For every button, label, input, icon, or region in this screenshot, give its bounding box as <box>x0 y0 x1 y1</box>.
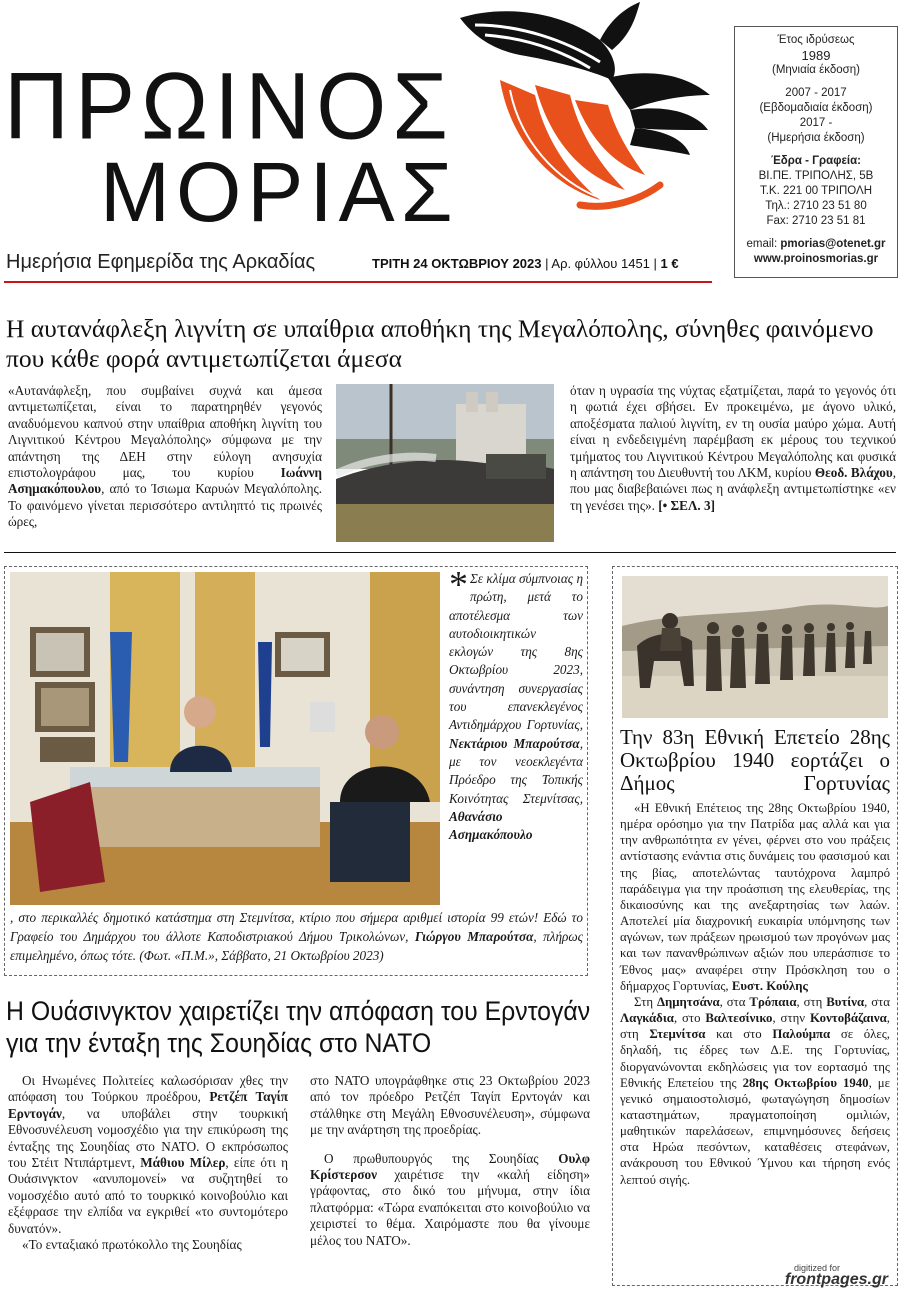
article1-name: Ιωάννη Ασημακόπουλου <box>8 465 322 497</box>
meeting-photo <box>10 572 440 905</box>
article4-name: Ευστ. Κούλης <box>731 978 808 993</box>
article1-text: , που μας διαβεβαιώνει πως η ανάφλεξη αντιμετωπίστηκε «εν τη γενέσει της». <box>570 465 897 513</box>
office-label: Έδρα - Γραφεία: <box>770 155 862 167</box>
dove-logo-icon <box>440 0 720 225</box>
article1-text: , από το Ίσιωμα Καρυών Μεγαλόπολης. Το φαινόμενο γίνεται περισσότερο αντιληπτό τις πρωινές ώρες, <box>8 481 322 530</box>
masthead-subtitle: Ημερήσια Εφημερίδα της Αρκαδίας <box>6 251 316 273</box>
article4-text: Στη <box>634 994 657 1009</box>
caption-text: , με τον νεοεκλεγέντα Πρόεδρο της Τοπικής Κοινότητας Στεμνίτσας, <box>449 735 583 806</box>
caption-star-icon: * <box>449 564 468 606</box>
masthead-title-line1: ΠΡΩΙΝΟΣ <box>4 54 454 160</box>
article1-headline[interactable]: Η αυτανάφλεξη λιγνίτη σε υπαίθρια αποθήκη της Μεγαλόπολης, σύνηθες φαινόμενο που κάθε φορά αντιμετωπίζεται άμεσα <box>6 314 874 374</box>
info-box <box>734 26 898 278</box>
article4-body <box>620 800 890 1188</box>
soldiers-photo <box>622 576 888 718</box>
weekly-label: (Εβδομαδιαία έκδοση) <box>759 102 873 114</box>
article3-text: χαιρέτισε την «καλή είδηση» γράφοντας, στο δικό του μήνυμα, στην ίδια πλατφόρμα: «Τώρα εναπόκειται στο κοινοβούλιο να χειριστεί το θέμα. Χαιρόμαστε που θα γίνουμε μέλος του ΝΑΤΟ». <box>310 1167 590 1248</box>
article3-name: Ουλφ Κρίστερσον <box>310 1150 590 1183</box>
article1-text: «Αυτανάφλεξη, που συμβαίνει συχνά και άμεσα αντιμετωπίζεται, είναι το παρατηρηθέν γεγονός αναδυόμενου καπνού στην υπαίθρια αποθήκη λιγνίτη του Λιγνιτικού Κέντρου Μεγαλόπολης» σύμφωνα με την απάντηση της ΔΕΗ στην εύλογη ανησυχία επιστολογράφου μας, του κυρίου <box>8 383 322 481</box>
article4-place: Βυτίνα <box>826 994 865 1009</box>
masthead-title-line2: ΜΟΡΙΑΣ <box>100 145 459 239</box>
article4-headline[interactable]: Την 83η Εθνική Επετείο 28ης Οκτωβρίου 1940 εορτάζει ο Δήμος Γορτυνίας <box>620 725 890 795</box>
phone: Τηλ.: 2710 23 51 80 <box>765 200 867 212</box>
issue-price: 1 € <box>660 256 679 271</box>
article4-text: , με γενικό σημαιοστολισμό, φωταγώγηση δημοσίων καταστημάτων, πραγματοποίηση ομιλιών, μαθητικών παρελάσεων, επιμνημόσυνες δεήσεις στα Ηρώα πεσόντων, καταθέσεις στεφάνων, ανάκρουση του Εθνικού Ύμνου και τήρηση ενός λεπτού σιγής. <box>620 1075 890 1187</box>
caption-text: , στο περικαλλές δημοτικό κατάστημα στη Στεμνίτσα, κτίριο που σήμερα αριθμεί ιστορία 99 ετών! Εδώ το Γραφείο του Δημάρχου του άλλοτε Καποδιστριακού Δήμου Τρικολώνων, <box>10 910 583 944</box>
article3-text: στο ΝΑΤΟ υπογράφθηκε στις 23 Οκτωβρίου 2023 από τον πρόεδρο Ρετζέπ Ταγίπ Ερντογάν και στάλθηκε στη Μεγάλη Εθνοσυνέλευση», σύμφωνα με την ανάρτηση της προεδρίας. <box>310 1073 590 1138</box>
email-label: email: <box>746 238 778 250</box>
founded-label: Έτος ιδρύσεως <box>777 34 855 46</box>
caption-text: Σε κλίμα σύμπνοιας η πρώτη, μετά το αποτέλεσμα των αυτοδιοικητικών εκλογών της 8ης Οκτωβρίου 2023, συνάντηση συνεργασίας του επανεκλεγένος Αντιδημάρχου Γορτυνίας, <box>449 571 583 733</box>
article1-name: Θεοδ. Βλάχου <box>814 465 893 481</box>
article4-text: , στα <box>864 994 890 1009</box>
frontpages-credit[interactable]: frontpages.gr <box>784 1271 888 1288</box>
caption-name: Αθανάσιο Ασημακόπουλο <box>449 808 533 843</box>
dateline <box>372 256 679 271</box>
issue-number: | Αρ. φύλλου 1451 | <box>545 256 657 271</box>
article3-text: , να υποβάλει στην τουρκική Εθνοσυνέλευση νομοσχέδιο για την επικύρωση της ένταξης της Σουηδίας στο ΝΑΤΟ. Ο εκπρόσωπος του Στέιτ Ντιπάρτμεντ, <box>8 1105 288 1171</box>
article3-text: «Το ενταξιακό πρωτόκολλο της Σουηδίας <box>22 1237 242 1253</box>
founded-year: 1989 <box>801 48 831 63</box>
article3-text: , είπε ότι η Ουάσινγκτον «ανυπομονεί» να συζητηθεί το νομοσχέδιο αυτό από το τουρκικό κοινοβούλιο και εξέφρασε την ελπίδα να εγκριθεί «το συντομότερο δυνατόν». <box>8 1155 288 1236</box>
article3-headline[interactable]: Η Ουάσινγκτον χαιρετίζει την απόφαση του Ερντογάν για την ένταξη της Σουηδίας στο ΝΑΤΟ <box>6 996 591 1058</box>
daily-label: (Ημερήσια έκδοση) <box>767 132 865 144</box>
fax: Fax: 2710 23 51 81 <box>766 215 866 227</box>
article4-place: Λαγκάδια <box>620 1011 674 1026</box>
issue-date: ΤΡΙΤΗ 24 ΟΚΤΩΒΡΙΟΥ 2023 <box>372 256 542 271</box>
masthead-rule <box>4 281 712 283</box>
article3-name: Ρετζέπ Ταγίπ Ερντογάν <box>8 1089 288 1121</box>
website-link[interactable]: www.proinosmorias.gr <box>753 253 879 265</box>
caption-text: , πλήρως επιμελημένο, όπως τότε. (Φωτ. «Π.Μ.», Σάββατο, 21 Οκτωβρίου 2023) <box>10 929 583 963</box>
article4-text: , στα <box>719 994 750 1009</box>
caption-name: Γιώργου Μπαρούτσα <box>414 929 534 944</box>
article1-page-ref[interactable]: [• ΣΕΛ. 3] <box>658 497 715 513</box>
article4-place: Τρόπαια <box>749 994 797 1009</box>
caption-name: Νεκτάριου Μπαρούτσα <box>449 735 580 751</box>
article4-place: Κοντοβάζαινα <box>809 1011 887 1026</box>
article4-place: Βαλτεσίνικο <box>705 1011 773 1026</box>
article3-name: Μάθιου Μίλερ <box>140 1155 226 1171</box>
address-line2: Τ.Κ. 221 00 ΤΡΙΠΟΛΗ <box>759 185 873 197</box>
meeting-caption <box>449 564 583 844</box>
article3-text: Ο πρωθυπουργός της Σουηδίας <box>324 1150 559 1166</box>
article1-text: όταν η υγρασία της νύχτας εξατμίζεται, παρά το γεγονός ότι η φωτιά έχει σβήσει. Εν προκειμένω, με άγονο υλικό, αποξέσματα παλιού λιγνίτη, εν τη ουσία μαύρο χώμα. Αυτή είναι η ενδεδειγμένη παρέμβαση εκ μέρους του τεχνικού τμήματος του Λιγνιτικού Κέντρου Μεγαλόπολης και φυσικά η απάντηση του Διευθυντή του ΛΚΜ, κυρίου <box>570 383 896 481</box>
article4-text: και στο <box>705 1027 773 1042</box>
email-link[interactable]: pmorias@otenet.gr <box>780 238 886 250</box>
article1-col2 <box>570 383 896 514</box>
monthly-label: (Μηνιαία έκδοση) <box>771 64 860 76</box>
article4-text: , στη <box>796 994 827 1009</box>
article4-text: , στη <box>620 1011 890 1042</box>
section-divider <box>4 552 896 553</box>
address-line1: ΒΙ.ΠΕ. ΤΡΙΠΟΛΗΣ, 5Β <box>758 170 874 182</box>
digitized-label: digitized for <box>793 1263 840 1273</box>
article4-text: σε όλες, δηλαδή, τις έδρες των Δ.Ε. της Γορτυνίας, διοργανώνονται εκδηλώσεις για τον εορτασμό της Εθνικής Επετείου της <box>620 1027 890 1090</box>
article4-date: 28ης Οκτωβρίου 1940 <box>742 1075 869 1090</box>
daily-years: 2017 - <box>799 117 833 129</box>
article4-place: Δημητσάνα <box>656 994 720 1009</box>
article3-col1 <box>8 1073 288 1253</box>
article4-place: Παλούμπα <box>772 1027 831 1042</box>
article4-place: Στεμνίτσα <box>649 1027 706 1042</box>
meeting-caption-cont <box>10 908 583 965</box>
article4-text: , στην <box>772 1011 810 1026</box>
article4-text: , στο <box>673 1011 706 1026</box>
article1-col1 <box>8 383 322 531</box>
lignite-plant-photo <box>336 384 554 542</box>
article3-text: Οι Ηνωμένες Πολιτείες καλωσόρισαν χθες την απόφαση του Τούρκου προέδρου, <box>8 1073 288 1105</box>
article4-text: «Η Εθνική Επέτειος της 28ης Οκτωβρίου 1940, ημέρα ορόσημο για την Πατρίδα μας αλλά και για την ανθρωπότητα εν γένει, φέρνει στο νου πράξεις αντίστασης ενάντια στις δυνάμεις του φασισμού και της βίας, αποτελώντας ταυτόχρονα λαμπρό παράδειγμα για την προάσπιση της ελευθερίας, της δικαιοσύνης και της ανεξαρτησίας των λαών. Αποτελεί μία διαχρονική ευκαιρία υπόμνησης των αγώνων, των πράξεων ηρωισμού των προγόνων μας και των πανανθρώπινων αξιών που υπεράσπισε το Έθνος μας» αναφέρει στην Πρόσκληση του ο δήμαρχος Γορτυνίας, <box>620 801 890 993</box>
article3-col2 <box>310 1073 590 1249</box>
weekly-years: 2007 - 2017 <box>785 87 847 99</box>
